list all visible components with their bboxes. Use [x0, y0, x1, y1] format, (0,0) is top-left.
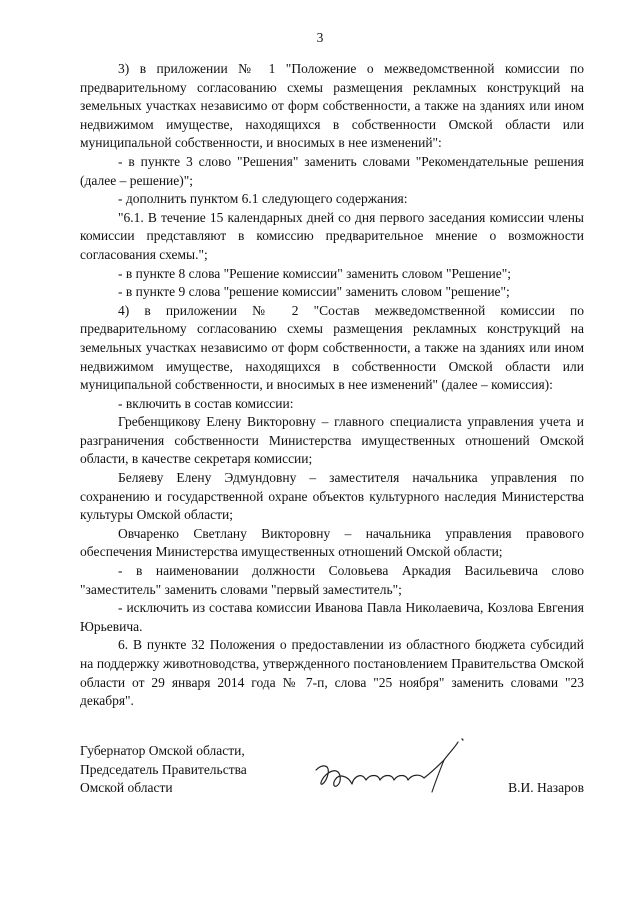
- handwritten-signature: [308, 736, 478, 806]
- paragraph-quote-6-1: "6.1. В течение 15 календарных дней со дня первого заседания комиссии члены комиссии представляют в комиссию предварительное мнение о возможности согласования схемы.";: [80, 209, 584, 262]
- signatory-title: [80, 742, 247, 798]
- paragraph-member-ovcharenko: Овчаренко Светлану Викторовну – начальника управления правового обеспечения Министерства имущественных отношений Омской области;: [80, 525, 584, 560]
- signatory-title-line: Омской области: [80, 780, 173, 796]
- document-body: [80, 60, 584, 711]
- paragraph-exclude: - исключить из состава комиссии Иванова Павла Николаевича, Козлова Евгения Юрьевича.: [80, 600, 584, 634]
- page-number: 3: [316, 30, 324, 45]
- paragraph-add-6-1: - дополнить пунктом 6.1 следующего содержания:: [118, 191, 408, 207]
- paragraph-point-9: - в пункте 9 слова "решение комиссии" заменить словом "решение";: [118, 284, 510, 300]
- paragraph-point-8: - в пункте 8 слова "Решение комиссии" заменить словом "Решение";: [118, 265, 511, 281]
- paragraph-item-3: 3) в приложении № 1 "Положение о межведомственной комиссии по предварительному согласованию схемы размещения рекламных конструкций на земельных участках независимо от форм собственности, а также на зданиях или ином недвижимом имуществе, находящихся в собственности Омской области или муниципальной собственности, и вносимых в нее изменений":: [80, 61, 584, 151]
- paragraph-include: - включить в состав комиссии:: [118, 395, 294, 411]
- signatory-title-line: Губернатор Омской области,: [80, 743, 245, 758]
- paragraph-member-grebenshchikova: Гребенщикову Елену Викторовну – главного специалиста управления учета и разграничения собственности Министерства имущественных отношений Омской области, в качестве секретаря комиссии;: [80, 414, 584, 467]
- paragraph-point-3-replace: - в пункте 3 слово "Решения" заменить словами "Рекомендательные решения (далее – решение)";: [80, 153, 584, 188]
- signature-block: [80, 742, 584, 812]
- paragraph-member-belyaeva: Беляеву Елену Эдмундовну – заместителя начальника управления по сохранению и государственной охране объектов культурного наследия Министерства культуры Омской области;: [80, 470, 584, 523]
- signatory-name: В.И. Назаров: [508, 780, 584, 795]
- paragraph-item-4: 4) в приложении № 2 "Состав межведомственной комиссии по предварительному согласованию схемы размещения рекламных конструкций на земельных участках независимо от форм собственности, а также на зданиях или ином недвижимом имуществе, находящихся в собственности Омской области или муниципальной собственности, и вносимых в нее изменений" (далее – комиссия):: [80, 302, 584, 393]
- signatory-title-line: Председатель Правительства: [80, 761, 247, 777]
- paragraph-soloviev: - в наименовании должности Соловьева Аркадия Васильевича слово "заместитель" заменить словами "первый заместитель";: [80, 563, 584, 597]
- paragraph-item-6: 6. В пункте 32 Положения о предоставлении из областного бюджета субсидий на поддержку животноводства, утвержденного постановлением Правительства Омской области от 29 января 2014 года № 7-п, слова "25 ноября" заменить словами "23 декабря".: [80, 637, 584, 709]
